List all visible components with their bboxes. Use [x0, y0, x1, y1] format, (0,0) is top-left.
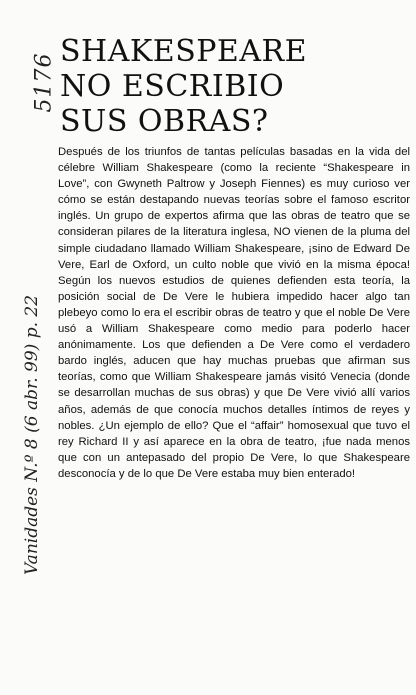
handwritten-margin-note — [22, 40, 57, 590]
source-citation: Vanidades N.º 8 (6 abr. 99) p. 22 — [22, 294, 42, 576]
headline — [60, 34, 405, 139]
archive-code: 5176 — [31, 52, 57, 113]
article-body — [58, 144, 410, 482]
headline-line-1: SHAKESPEARE — [60, 34, 307, 69]
headline-line-3: SUS OBRAS? — [60, 104, 269, 139]
headline-line-2: NO ESCRIBIO — [60, 69, 285, 104]
article-paragraph: Después de los triunfos de tantas películas basadas en la vida del célebre William Shakespeare (como la reciente “Shakespeare in Love”, con Gwyneth Paltrow y Joseph Fiennes) es muy curioso ver cómo se están destapando nuevas teorías sobre el famoso escritor inglés. Un grupo de expertos afirma que las obras de teatro que se consideran pilares de la literatura inglesa, NO vienen de la pluma del simple ciudadano llamado William Shakespeare, ¡sino de Edward De Vere, Earl de Oxford, un culto noble que vivió en la misma época! Según los nuevos estudios de quienes defienden esta teoría, la posición social de De Vere le hubiera impedido hacer algo tan plebeyo como lo era el escribir obras de teatro y que el noble De Vere usó a William Shakespeare como medio para poderlo hacer anónimamente. Los que defienden a De Vere como el verdadero bardo inglés, aducen que hay muchas pruebas que afirman sus teorías, como que William Shakespeare jamás visitó Venecia (donde se desarrollan muchas de sus obras) y que De Vere vivió allí varios años, además de que conocía muchos detalles íntimos de reyes y nobles. ¿Un ejemplo de ello? Que el “affair” homosexual que tuvo el rey Richard II y así aparece en la obra de teatro, ¡fue nada menos que con un antepasado del propio De Vere, lo que Shakespeare desconocía y de lo que De Vere estaba muy bien enterado! — [58, 146, 410, 480]
